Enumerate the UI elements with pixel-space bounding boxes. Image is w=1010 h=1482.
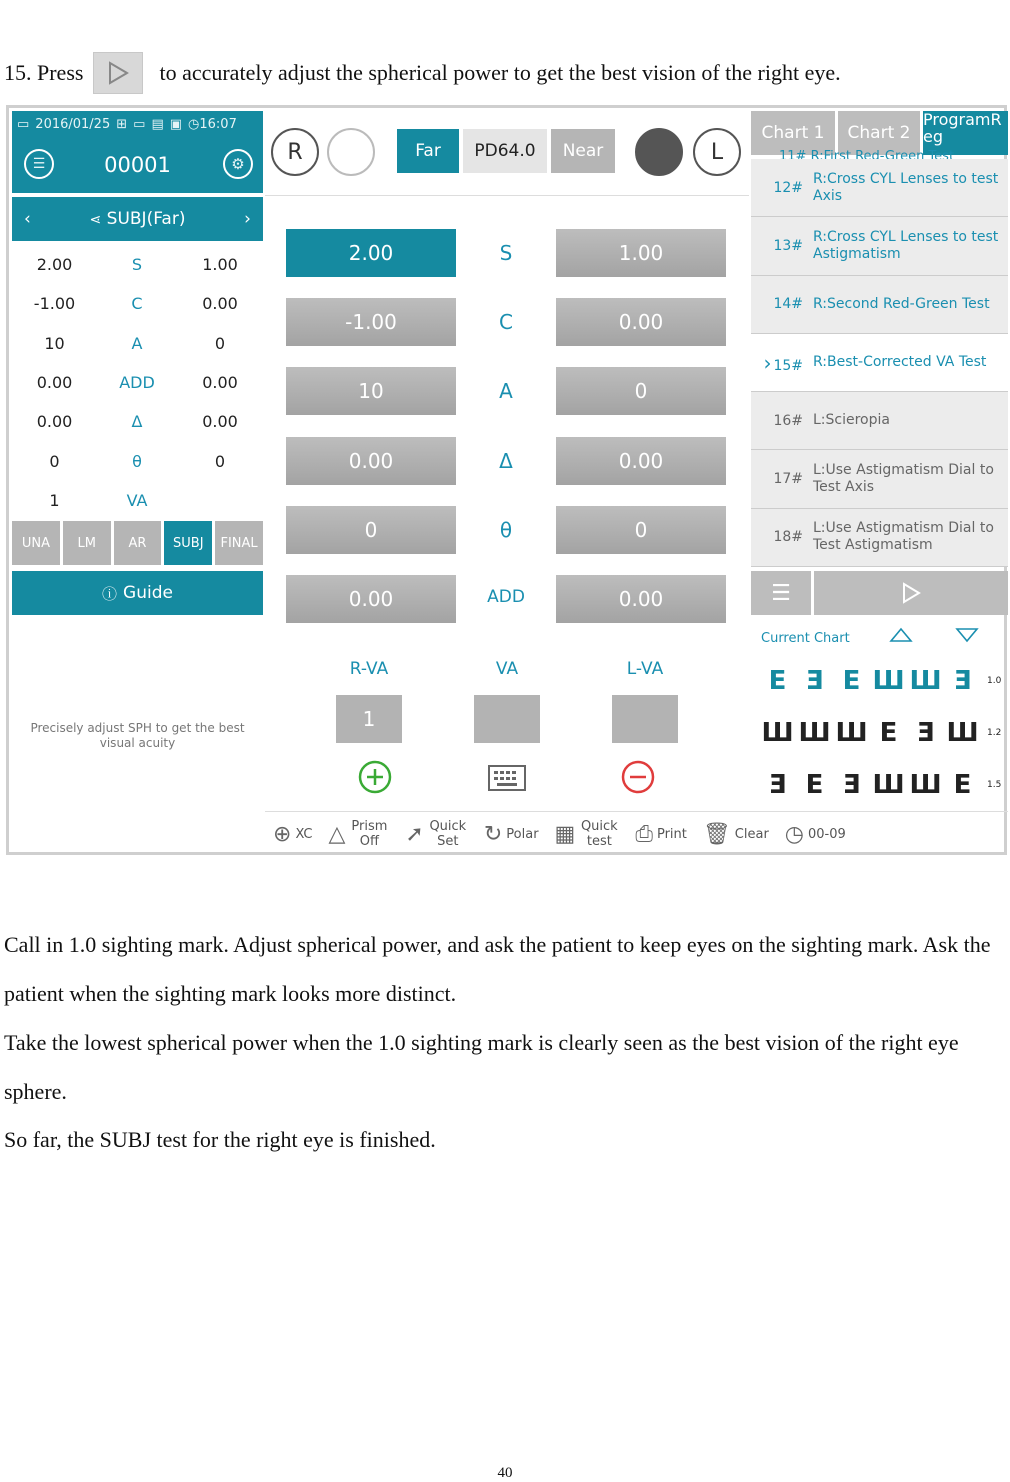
program-item[interactable] — [751, 450, 1008, 508]
r-va-value[interactable] — [336, 695, 402, 743]
program-item-number: 18# — [773, 529, 803, 546]
left-axis-button[interactable]: 0 — [556, 367, 726, 415]
device-icon: ⊞ — [116, 117, 128, 132]
optotype: Ǝ — [842, 770, 861, 800]
va-label: VA — [495, 659, 519, 679]
screen-icon: ▣ — [169, 117, 183, 132]
date: 2016/01/25 — [35, 117, 111, 132]
program-item-label: L:Scieropia — [813, 412, 890, 429]
play-button-illustration — [93, 52, 143, 94]
program-item[interactable] — [751, 334, 1008, 392]
device-screen — [6, 105, 1007, 855]
right-cyl-button[interactable]: -1.00 — [286, 298, 456, 346]
tab-una[interactable]: UNA — [12, 521, 60, 565]
clock-icon: ◷ — [188, 117, 200, 132]
toolbar-00-09[interactable] — [777, 822, 854, 847]
param-label: A — [131, 333, 143, 353]
program-item[interactable] — [751, 392, 1008, 450]
bottom-toolbar — [265, 811, 1008, 856]
monitor-icon: ▭ — [133, 117, 146, 132]
right-eye-label: R — [287, 139, 303, 165]
left-base-button[interactable]: 0 — [556, 506, 726, 554]
optotype: Ǝ — [768, 770, 787, 800]
settings-button[interactable] — [223, 149, 253, 179]
pd-button[interactable] — [463, 129, 547, 173]
paragraph-1: Call in 1.0 sighting mark. Adjust spherical power, and ask the patient to keep eyes on the sighting mark. Ask the patient when the sighting mark looks more distinct. — [4, 932, 991, 1006]
optotype: Ш — [909, 770, 942, 800]
plus-circle-icon — [357, 759, 393, 795]
program-item[interactable] — [751, 217, 1008, 275]
acuity-label: 1.0 — [987, 676, 1002, 686]
optotype: Ш — [909, 666, 942, 696]
current-chart-label: Current Chart — [761, 631, 850, 646]
param-label: Δ — [499, 448, 513, 473]
optotype: Ǝ — [916, 718, 935, 748]
optotype: Ш — [872, 770, 905, 800]
left-value: 1.00 — [202, 255, 238, 275]
right-axis-button[interactable]: 10 — [286, 367, 456, 415]
patient-id: 00001 — [104, 153, 171, 177]
play-icon — [107, 61, 129, 85]
toolbar-print[interactable] — [627, 822, 695, 847]
help-icon: ⓘ — [102, 584, 118, 603]
chart-line[interactable] — [759, 718, 1004, 748]
left-eye-button[interactable] — [693, 128, 741, 176]
optotype: E — [805, 770, 824, 800]
summary-row — [12, 441, 263, 480]
chart-line[interactable] — [759, 666, 1004, 696]
pd-label: PD64.0 — [474, 141, 536, 161]
near-button[interactable] — [551, 129, 615, 173]
toolbar-label: Clear — [734, 826, 769, 842]
param-label: θ — [132, 451, 142, 471]
toolbar-label: Quick Set — [429, 819, 467, 849]
left-value: 0.00 — [202, 373, 238, 393]
program-item-number: 16# — [773, 412, 803, 429]
program-play-button[interactable] — [814, 571, 1008, 615]
mode-tabs — [12, 521, 263, 565]
hamburger-icon: ☰ — [32, 156, 46, 172]
right-value: 0.00 — [36, 412, 73, 432]
optotype: Ш — [946, 718, 979, 748]
left-eye-occluder-button[interactable] — [635, 128, 683, 176]
program-item[interactable] — [751, 509, 1008, 567]
right-panel — [751, 111, 1008, 852]
left-value: 0 — [214, 333, 226, 353]
right-eye-occluder-button[interactable] — [327, 128, 375, 176]
keyboard-button[interactable] — [487, 763, 527, 797]
next-mode-button[interactable]: › — [244, 209, 251, 229]
left-eye-label: L — [710, 139, 724, 165]
toolbar-label: 00-09 — [808, 826, 846, 842]
right-prism-button[interactable]: 0.00 — [286, 437, 456, 485]
right-value: 10 — [44, 333, 65, 353]
right-value: -1.00 — [33, 294, 76, 314]
right-value: 2.00 — [36, 255, 73, 275]
guide-button[interactable] — [12, 571, 263, 615]
toolbar-label: Prism Off — [351, 819, 388, 849]
time: 16:07 — [199, 117, 237, 132]
status-bar — [17, 117, 237, 132]
optotype: E — [768, 666, 787, 696]
right-sph-button[interactable]: 2.00 — [286, 229, 456, 277]
summary-row — [12, 324, 263, 363]
prev-mode-button[interactable]: ‹ — [24, 209, 31, 229]
program-item-number: 13# — [773, 237, 803, 254]
keyboard-icon — [487, 763, 527, 793]
optotype: Ш — [835, 718, 868, 748]
right-value: 0 — [49, 451, 60, 471]
paragraph-3: So far, the SUBJ test for the right eye is finished. — [4, 1127, 436, 1152]
printer-status-icon: ▤ — [151, 117, 164, 132]
middle-panel — [265, 111, 749, 852]
optotype: Ǝ — [805, 666, 824, 696]
summary-row — [12, 481, 263, 520]
optotype: E — [842, 666, 861, 696]
optotype: E — [879, 718, 898, 748]
toolbar-xc[interactable] — [265, 822, 320, 847]
triangle-up-icon — [889, 627, 913, 643]
toolbar-quick-test[interactable] — [547, 819, 628, 849]
triangle-down-icon — [955, 627, 979, 643]
crosshair-icon: ⊕ — [273, 821, 292, 847]
decrease-button[interactable] — [620, 759, 656, 799]
acuity-label: 1.5 — [987, 780, 1002, 790]
param-label: θ — [499, 517, 513, 542]
tab-subj[interactable]: SUBJ — [164, 521, 212, 565]
tab-chart-2[interactable]: Chart 2 — [838, 111, 920, 155]
summary-row — [12, 402, 263, 441]
program-item[interactable] — [751, 159, 1008, 217]
share-icon: ⋖ — [89, 212, 102, 228]
mode-title-wrap — [90, 209, 186, 229]
r-va-text: 1 — [362, 707, 376, 731]
program-item-label: R:Cross CYL Lenses to test Astigmatism — [813, 228, 999, 262]
chart-up-button[interactable] — [889, 627, 913, 647]
param-label: ADD — [119, 373, 155, 393]
param-label: A — [499, 379, 513, 404]
toolbar-clear[interactable] — [695, 822, 777, 847]
minus-circle-icon — [620, 759, 656, 795]
clock-icon: ◷ — [784, 821, 804, 847]
summary-row — [12, 284, 263, 323]
param-label: C — [131, 294, 143, 314]
program-controls — [751, 571, 1008, 615]
param-label: ADD — [487, 587, 525, 607]
tab-ar[interactable]: AR — [114, 521, 162, 565]
chart-line[interactable] — [759, 770, 1004, 800]
eye-selector-bar — [265, 111, 749, 196]
optotype: Ш — [761, 718, 794, 748]
grid-icon: ▦ — [554, 821, 576, 847]
rotate-icon: ↻ — [483, 821, 503, 847]
guide-label: Guide — [123, 583, 173, 603]
printer-icon: ⎙ — [635, 821, 653, 847]
mode-bar — [12, 197, 263, 241]
tab-lm[interactable]: LM — [63, 521, 111, 565]
right-base-button[interactable]: 0 — [286, 506, 456, 554]
program-item-number: 17# — [773, 471, 803, 488]
param-label: S — [499, 241, 513, 265]
mode-title: SUBJ(Far) — [106, 209, 186, 229]
program-item-label: R:Cross CYL Lenses to test Axis — [813, 170, 999, 204]
right-value: 0.00 — [36, 373, 73, 393]
right-value: 1 — [49, 490, 60, 510]
paragraph-2: Take the lowest spherical power when the 1.0 sighting mark is clearly seen as the best vision of the right eye sphere. — [4, 1030, 959, 1104]
optotype: Ǝ — [953, 666, 972, 696]
left-panel — [12, 111, 263, 852]
param-label: C — [499, 310, 513, 335]
left-add-button[interactable]: 0.00 — [556, 575, 726, 623]
left-cyl-button[interactable]: 0.00 — [556, 298, 726, 346]
left-value: 0.00 — [202, 412, 238, 432]
partial-program-item: 11# R:First Red-Green Test — [779, 149, 955, 159]
program-item-number — [751, 351, 813, 375]
param-label: S — [131, 255, 143, 275]
instruction-line — [4, 52, 841, 94]
right-eye-button[interactable] — [271, 128, 319, 176]
tab-chart-1[interactable]: Chart 1 — [751, 111, 835, 155]
l-va-value[interactable] — [612, 695, 678, 743]
program-item[interactable] — [751, 276, 1008, 334]
summary-table — [12, 245, 263, 520]
page-number: 40 — [497, 1465, 513, 1481]
program-item-number: 14# — [773, 296, 803, 313]
instruction-prefix: 15. Press — [4, 60, 84, 85]
far-button[interactable] — [397, 129, 459, 173]
play-icon — [901, 582, 921, 604]
chevron-right-icon: › — [763, 350, 772, 375]
guide-text: Precisely adjust SPH to get the best visual acuity — [30, 721, 245, 750]
rocket-icon: ➚ — [405, 821, 424, 847]
summary-row — [12, 363, 263, 402]
left-prism-button[interactable]: 0.00 — [556, 437, 726, 485]
left-value: 0 — [214, 451, 226, 471]
trash-icon: 🗑 — [702, 821, 731, 847]
program-item-label: R:Best-Corrected VA Test — [813, 354, 987, 371]
param-label: Δ — [131, 412, 143, 432]
left-value: 0.00 — [202, 294, 238, 314]
va-value[interactable] — [474, 695, 540, 743]
program-item-label: L:Use Astigmatism Dial to Test Axis — [813, 462, 994, 496]
tab-final[interactable]: FINAL — [215, 521, 263, 565]
far-label: Far — [415, 141, 441, 161]
optotype: E — [953, 770, 972, 800]
toolbar-label: Polar — [506, 826, 539, 842]
program-list — [751, 159, 1008, 567]
summary-row — [12, 245, 263, 284]
increase-button[interactable] — [357, 759, 393, 799]
hamburger-icon: ☰ — [771, 580, 791, 606]
toolbar-polar[interactable] — [476, 822, 547, 847]
near-label: Near — [562, 141, 604, 161]
calendar-icon: ▭ — [17, 117, 30, 132]
toolbar-prism-off[interactable] — [320, 819, 397, 849]
toolbar-quick-set[interactable] — [397, 819, 475, 849]
l-va-label: L-VA — [626, 659, 664, 679]
program-menu-button[interactable] — [751, 571, 811, 615]
toolbar-label: XC — [295, 826, 313, 842]
program-item-label: L:Use Astigmatism Dial to Test Astigmatism — [813, 520, 994, 554]
r-va-label: R-VA — [349, 659, 389, 679]
chart-down-button[interactable] — [955, 627, 979, 647]
right-add-button[interactable]: 0.00 — [286, 575, 456, 623]
gear-icon: ⚙ — [231, 155, 245, 173]
left-sph-button[interactable]: 1.00 — [556, 229, 726, 277]
optotype: Ш — [798, 718, 831, 748]
program-item-number: 12# — [773, 179, 803, 196]
header — [12, 111, 263, 193]
tab-programreg[interactable]: ProgramReg — [923, 111, 1008, 155]
program-item-number-text: 15# — [773, 357, 803, 374]
optotype: Ш — [872, 666, 905, 696]
param-label: VA — [126, 490, 148, 510]
toolbar-label: Quick test — [580, 819, 618, 849]
toolbar-label: Print — [656, 826, 687, 842]
program-item-label: R:Second Red-Green Test — [813, 295, 990, 312]
prism-icon: △ — [328, 821, 346, 847]
instruction-suffix: to accurately adjust the spherical power to get the best vision of the right eye. — [159, 60, 841, 85]
acuity-label: 1.2 — [987, 728, 1002, 738]
